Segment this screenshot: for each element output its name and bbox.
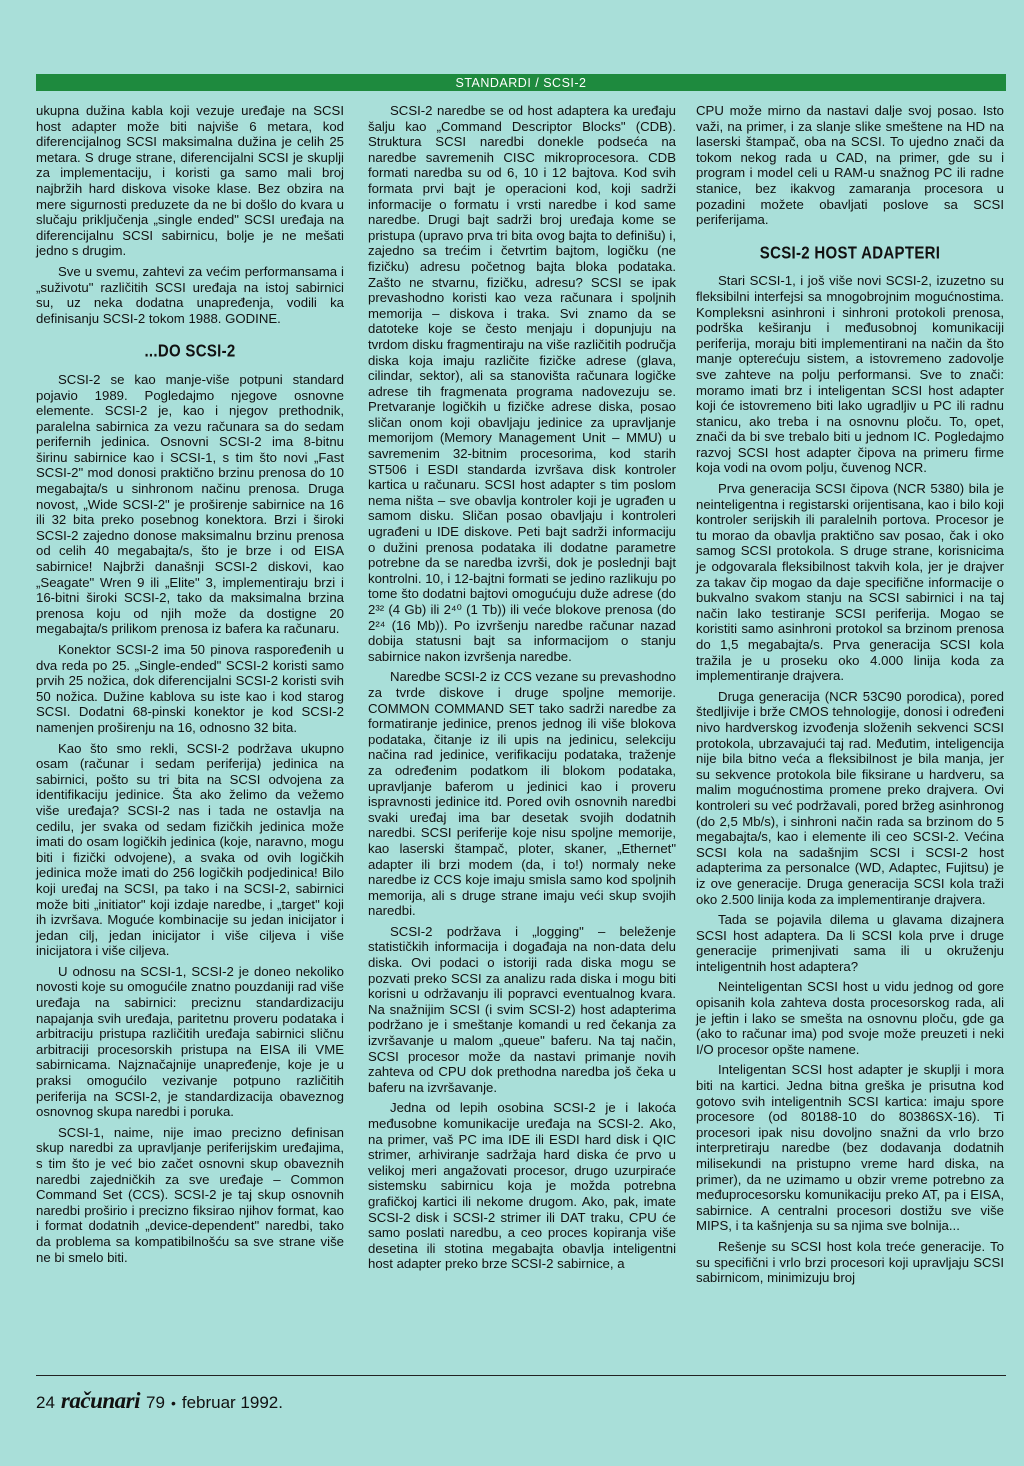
subheading: ...DO SCSI-2: [144, 341, 236, 362]
section-header-band: [36, 74, 1006, 91]
page-number: 24: [36, 1393, 55, 1412]
paragraph: ukupna dužina kabla koji vezuje uređaje na SCSI host adapter može biti najviše 6 metara, kod diferencijalnog SCSI maksimalna dužina je celih 25 metara. S druge strane, diferencijalni SCSI je skuplji za implementaciju, i koristi ga samo mali broj najbržih hard diskova visoke klase. Bez obzira na mere sigurnosti preduzete da ne bi došlo do kvara u slučaju priključenja „single ended" SCSI uređaja na diferencijalnu SCSI sabirnicu, bolje je ne mešati jedno s drugim.: [36, 103, 344, 259]
issue-number: 79: [146, 1393, 165, 1412]
paragraph: CPU može mirno da nastavi dalje svoj posao. Isto važi, na primer, i za slanje slike smeštene na HD na laserski štampač, oba na SCSI. To ujedno znači da tokom nekog rada u CAD, na primer, gde su i program i model celi u RAM-u snažnog PC ili radne stanice, bez ikakvog zamaranja procesora u pozadini možete obavljati poslove sa SCSI periferijama.: [696, 103, 1004, 228]
paragraph: SCSI-2 se kao manje-više potpuni standard pojavio 1989. Pogledajmo njegove osnovne elemente. SCSI-2 je, kao i njegov prethodnik, paralelna sabirnica za vezu računara sa do sedam perifernih jedinica. Osnovni SCSI-2 ima 8-bitnu širinu sabirnice kao i SCSI-1, s tim što novi „Fast SCSI-2" mod donosi praktično brzinu prenosa do 10 megabajta/s u sinhronom načinu prenosa. Druga novost, „Wide SCSI-2" je proširenje sabirnice na 16 ili 32 bita preko posebnog konektora. Brzi i široki SCSI-2 zajedno donose maksimalnu brzinu prenosa od celih 40 megabajta/s, što je brze i od EISA sabirnice! Najbrži današnji SCSI-2 diskovi, kao „Seagate" Wren 9 ili „Elite" 3, implementiraju brzi i 16-bitni široki SCSI-2, tako da maksimalna brzina prenosa koju od njih može da dostigne 20 megabajta/s prilikom prenosa iz bafera ka računaru.: [36, 371, 344, 637]
column-1: [36, 103, 344, 1270]
subheading: SCSI-2 HOST ADAPTERI: [759, 243, 941, 263]
paragraph: Konektor SCSI-2 ima 50 pinova raspoređenih u dva reda po 25. „Single-ended" SCSI-2 koristi samo prvih 25 nožica, dok diferencijalni SCSI-2 koristi svih 50 nožica. Dužine kablova su iste kao i kod starog SCSI. Dodatni 68-pinski konektor je kod SCSI-2 namenjen proširenju na 16, odnosno 32 bita.: [36, 642, 344, 735]
paragraph: SCSI-1, naime, nije imao precizno definisan skup naredbi za upravljanje periferijskim uređajima, s tim što je već bio začet osnovni skup obaveznih naredbi zajedničkih za sve uređaje – Common Command Set (CCS). SCSI-2 je taj skup osnovnih naredbi proširio i precizno fiksirao njihov format, kao i format dodatnih „device-dependent" naredbi, tako da problema sa kompatibilnošću sa sve strane više ne bi smelo biti.: [36, 1124, 344, 1265]
paragraph: Stari SCSI-1, i još više novi SCSI-2, izuzetno su fleksibilni interfejsi sa mnogobrojnim mogućnostima. Kompleksni asinhroni i sinhroni protokoli prenosa, podrška keširanju i međusobnoj komunikaciji periferija, moraju biti implementirani na način da što manje opterećuju sistem, a istovremeno zadovolje sve zahteve na polju performansi. Sve to znači: moramo imati brz i inteligentan SCSI host adapter koji će istovremeno biti lako ugradljiv u PC ili radnu stanicu, ako treba i na osnovnu ploču. To, opet, znači da bi sve trebalo biti u jednom IC. Pogledajmo razvoj SCSI host adapter čipova na primeru firme koja vodi na ovom polju, čuvenog NCR.: [696, 273, 1004, 476]
paragraph: U odnosu na SCSI-1, SCSI-2 je doneo nekoliko novosti koje su omogućile znatno pouzdaniji rad više uređaja na sabirnici: preciznu standardizaciju napajanja svih uređaja, paritetnu proveru podataka i arbitraciju pristupa različitih uređaja sabirnici sličnu arbitraciji procesorskih pristupa na EISA ili VME sabirnicama. Najznačajnije unapređenje, koje je u praksi omogućilo vezivanje potpuno različitih periferija na SCSI-2, je standardizacija obaveznog osnovnog skupa naredbi i poruka.: [36, 963, 344, 1120]
column-2: [368, 103, 676, 1277]
paragraph: Sve u svemu, zahtevi za većim performansama i „suživotu" različitih SCSI uređaja na istoj sabirnici su, uz neka dodatna unapređenja, vodili ka definisanju SCSI-2 tokom 1988. GODINE.: [36, 263, 344, 326]
issue-date: februar 1992.: [181, 1393, 283, 1412]
paragraph: Druga generacija (NCR 53C90 porodica), pored štedljivije i brže CMOS tehnologije, donosi i određeni nivo hardverskog izvođenja složenih sekvenci SCSI protokola, ubrzavajući taj rad. Međutim, inteligencija nije bila bitno veća a fleksibilnost je bila manja, jer su sekvence protokola bile fiksirane u hardveru, sa malim mogućnostima promene preko drajvera. Ovi kontroleri su već podržavali, pored bržeg asinhronog (do 2,5 Mb/s), i sinhroni način rada sa brzinom do 5 megabajta/s, kao i elemente ili ceo SCSI-2. Većina SCSI kola na sadašnjim SCSI i SCSI-2 host adapterima za personalce (WD, Adaptec, Fujitsu) je iz ove generacije. Druga generacija SCSI kola traži oko 2.500 linija koda za implementiranje drajvera.: [696, 688, 1004, 907]
paragraph: SCSI-2 naredbe se od host adaptera ka uređaju šalju kao „Command Descriptor Blocks" (CDB). Struktura SCSI naredbi donekle podseća na naredbe savremenih CISC mikroprocesora. CDB formati naredba su od 6, 10 i 12 bajtova. Kod svih formata prvi bajt je operacioni kod, koji sadrži informacije o formatu i vrsti naredbe i kod same naredbe. Drugi bajt sadrži broj uređaja kome se pristupa (upravo prva tri bita ovog bajta to definišu) i, zajedno sa trećim i četvrtim bajtom, logičku (ne fizičku) adresu početnog bajta bloka podataka. Zašto ne stvarnu, fizičku, adresu? SCSI se ipak prevashodno koristi kao veza računara i spoljnih memorija – diskova i traka. Svi znamo da se datoteke koje se često menjaju i dopunjuju na tvrdom disku fragmentiraju na više različitih područja diska koja imaju različite fizičke adrese (glava, cilindar, sektor), ali sa stanovišta računara logičke adrese tih fragmenata programa nadovezuju se. Pretvaranje logičkih u fizičke adrese diska, posao sličan onom koji obavljaju jedinice za upravljanje memorijom (Memory Management Unit – MMU) u savremenim 32-bitnim procesorima, kod starih ST506 i ESDI standarda izvršava disk kontroler kartica u računaru. SCSI host adapter s tim poslom nema ništa – sve obavlja kontroler koji je ugrađen u samom disku. Sličan posao obavljaju i kontroleri ugrađeni u IDE diskove. Peti bajt sadrži informaciju o dužini prenosa podataka ili dodatne parametre potrebne da se naredba izvrši, dok je poslednji bajt kontrolni. 10, i 12-bajtni formati se jedino razlikuju po tome što dodatni bajtovi omogućuju duže adrese (do 2³² (4 Gb) ili 2⁴⁰ (1 Tb)) ili veće blokove prenosa (do 2²⁴ (16 Mb)). Po izvršenju naredbe računar nazad dobija statusni bajt sa informacijom o stanju sabirnice nakon izvršenja naredbe.: [368, 103, 676, 664]
footer-rule: [36, 1375, 1006, 1376]
paragraph: Naredbe SCSI-2 iz CCS vezane su prevashodno za tvrde diskove i druge spoljne memorije. COMMON COMMAND SET tako sadrži naredbe za formatiranje jedinice, prenos jednog ili više blokova podataka, čitanje iz ili upis na jedinicu, selekciju načina rad jedinice, verifikaciju podataka, traženje za određenim podatkom ili blokom podataka, upravljanje baferom u jedinici kao i proveru ispravnosti jedinice itd. Pored ovih osnovnih naredbi svaki uređaj ima bar desetak svojih dodatnih naredbi. SCSI periferije koje nisu spoljne memorije, kao laserski štampač, ploter, skaner, „Ethernet" adapter ili brzi modem (da, i to!) normaly neke naredbe iz CCS koje imaju smisla samo kod spoljnih memorija, ali s druge strane imaju veći skup svojih naredbi.: [368, 669, 676, 919]
bullet-separator: •: [170, 1395, 176, 1411]
section-title: STANDARDI / SCSI-2: [455, 75, 587, 90]
paragraph: Jedna od lepih osobina SCSI-2 je i lakoća međusobne komunikacije uređaja na SCSI-2. Ako, na primer, vaš PC ima IDE ili ESDI hard disk i QIC strimer, arhiviranje sadržaja hard diska će prvo u velikoj meri angažovati procesor, drugo uzurpiraće sistemsku sabirnicu koja je možda potrebna grafičkoj kartici ili nekome drugom. Ako, pak, imate SCSI-2 disk i SCSI-2 strimer ili DAT traku, CPU će samo poslati naredbu, a ceo proces kopiranja više desetina ili stotina megabajta obavlja inteligentni host adapter preko brze SCSI-2 sabirnice, a: [368, 1100, 676, 1272]
paragraph: Rešenje su SCSI host kola treće generacije. To su specifični i vrlo brzi procesori koji upravljaju SCSI sabirnicom, minimizuju broj: [696, 1238, 1004, 1286]
paragraph: Neinteligentan SCSI host u vidu jednog od gore opisanih kola zahteva dosta procesorskog rada, ali je jeftin i lako se smešta na osnovnu ploču, gde ga (ako to računar ima) pod svoje može preuzeti i neki I/O procesor opšte namene.: [696, 979, 1004, 1057]
page-footer: [36, 1388, 283, 1414]
paragraph: Tada se pojavila dilema u glavama dizajnera SCSI host adaptera. Da li SCSI kola prve i druge generacije primenjivati sama ili u okruženju inteligentnih host adaptera?: [696, 912, 1004, 974]
paragraph: SCSI-2 podržava i „logging" – beleženje statističkih informacija i događaja na non-data delu diska. Ovi podaci o istoriji rada diska mogu se pozvati preko SCSI za analizu rada diska i mogu biti korisni u održavanju ili popravci eventualnog kvara. Na snažnijim SCSI (i svim SCSI-2) host adapterima podržano je i smeštanje komandi u red čekanja za izvršavanje u malom „queue" baferu. Na taj način, SCSI procesor može da nastavi primanje novih zahteva od CPU dok prethodna naredba još čeka u baferu na izvršavanje.: [368, 923, 676, 1095]
paragraph: Inteligentan SCSI host adapter je skuplji i mora biti na kartici. Jedna bitna greška je prisutna kod gotovo svih inteligentnih SCSI kartica: imaju spore procesore (od 80188-10 do 80386SX-16). Ti procesori ipak nisu dovoljno snažni da vrlo brzo interpretiraju naredbe (bez dodavanja dodatnih milisekundi na pristupno vreme hard diska, na primer), da ne uzimamo u obzir vreme potrebno za međuprocesorsku komunikaciju preko AT, pa i EISA, sabirnice. A centralni procesori dostižu sve više MIPS, i ta kašnjenja su sa njima sve bolnija...: [696, 1062, 1004, 1234]
column-3: [696, 103, 1004, 1291]
paragraph: Prva generacija SCSI čipova (NCR 5380) bila je neinteligentna i registarski orijentisana, kao i bilo koji kontroler serijskih ili paralelnih portova. Procesor je tu morao da obavlja praktično sav posao, čak i oko samog SCSI protokola. S druge strane, korisnicima je odgovarala fleksibilnost takvih kola, jer je drajver za takav čip mogao da daje specifične informacije o bukvalno svakom stanju na SCSI sabirnici i na taj način lako testiranje SCSI periferija. Mogao se koristiti samo asinhroni protokol sa brzinom prenosa do 1,5 megabajta/s. Prva generacija SCSI kola tražila je u proseku oko 4.000 linija koda za implementiranje drajvera.: [696, 481, 1004, 684]
paragraph: Kao što smo rekli, SCSI-2 podržava ukupno osam (računar i sedam periferija) jedinica na sabirnici, pošto su tri bita na SCSI odvojena za identifikaciju jedinice. Šta ako želimo da vežemo više uređaja? SCSI-2 nas i tada ne ostavlja na cedilu, jer svaka od sedam fizičkih jedinica može imati do osam logičkih jedinica (koje, naravno, mogu biti i fizički odvojene), a svaka od ovih logičkih jedinica može imati do 256 logičkih podjedinica! Bilo koji uređaj na SCSI, pa tako i na SCSI-2, sabirnici može biti „initiator" koji izdaje naredbe, i „target" koji ih izvršava. Moguće kombinacije su jedan inicijator i jedan cilj, jedan inicijator i više ciljeva i više inicijatora i više ciljeva.: [36, 740, 344, 959]
magazine-logo: računari: [60, 1388, 141, 1413]
